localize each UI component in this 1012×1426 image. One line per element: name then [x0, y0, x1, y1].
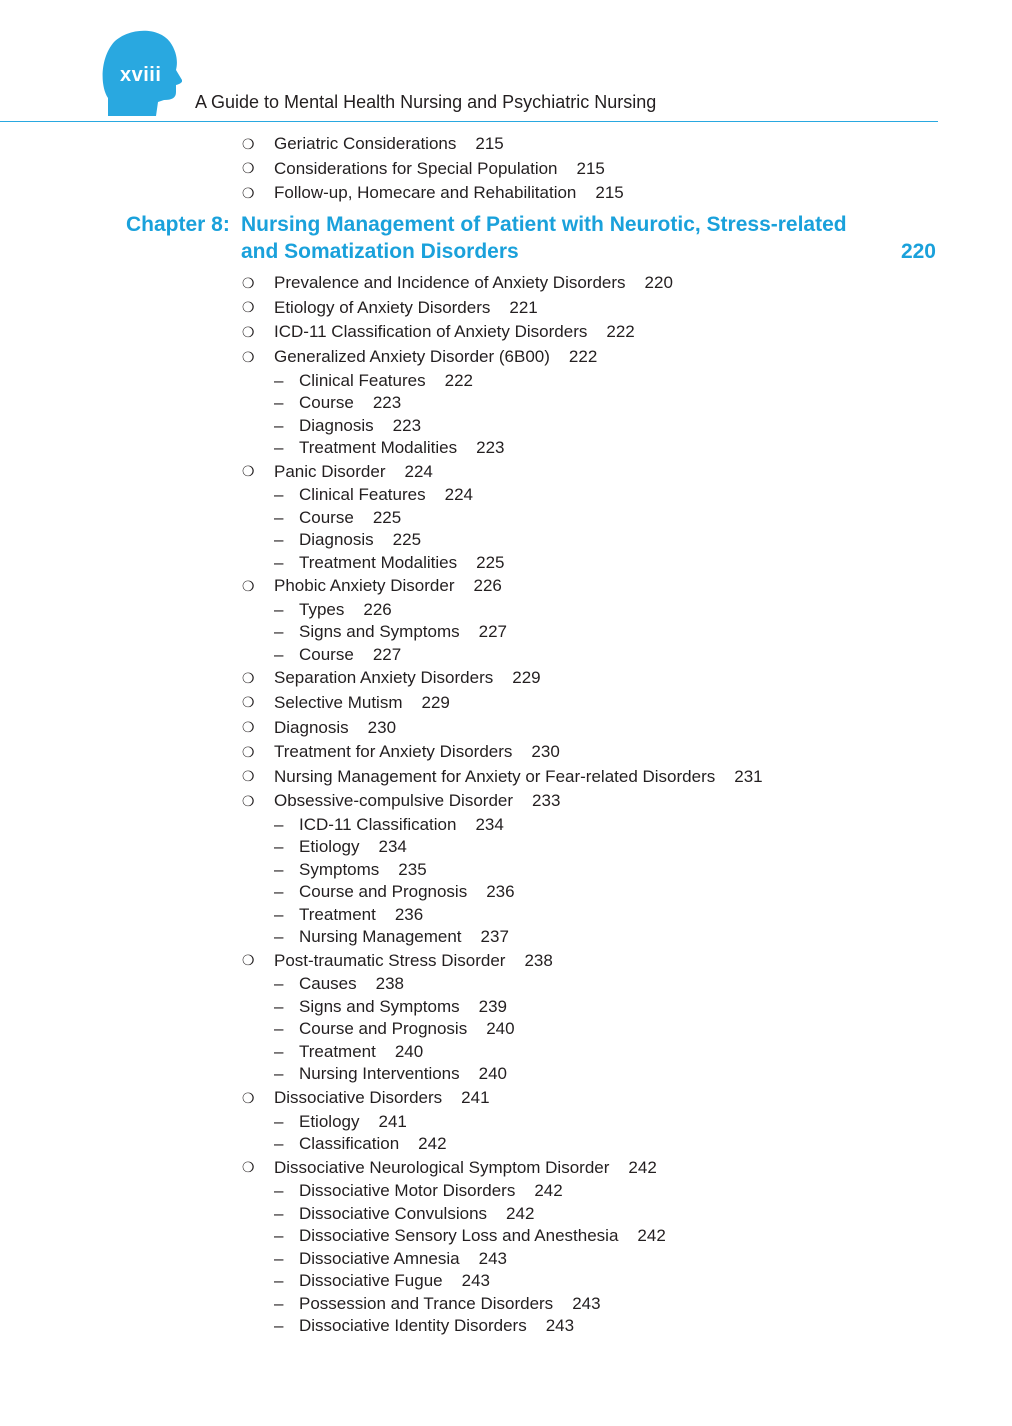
toc-subentry — [240, 1202, 763, 1225]
toc-subentry — [240, 1041, 763, 1064]
toc-subentry — [240, 506, 763, 529]
dash-bullet-icon: – — [274, 1271, 284, 1291]
circle-bullet-icon: ❍ — [242, 952, 255, 969]
toc-subentry — [240, 369, 763, 392]
dash-bullet-icon: – — [274, 1203, 284, 1223]
toc-entry-page: 233 — [532, 791, 561, 811]
toc-entry-title: Follow-up, Homecare and Rehabilitation — [274, 183, 577, 203]
toc-subentry — [240, 437, 763, 460]
dash-bullet-icon: – — [274, 1181, 284, 1201]
toc-entry-page: 222 — [606, 322, 635, 342]
toc-entry-title: Considerations for Special Population — [274, 158, 558, 178]
dash-bullet-icon: – — [274, 927, 284, 947]
toc-subentry-page: 227 — [478, 622, 508, 642]
chapter-title-line-1: Nursing Management of Patient with Neurotic, Stress-related — [241, 213, 847, 236]
chapter-page-number: 220 — [900, 240, 936, 263]
toc-entry-title: Phobic Anxiety Disorder — [274, 576, 455, 596]
circle-bullet-icon: ❍ — [242, 463, 255, 480]
dash-bullet-icon: – — [274, 507, 284, 527]
toc-entry-title: Obsessive-compulsive Disorder — [274, 791, 514, 811]
toc-entry-title: Generalized Anxiety Disorder (6B00) — [274, 347, 550, 367]
toc-entry — [240, 1086, 763, 1111]
toc-entry-title: Post-traumatic Stress Disorder — [274, 950, 506, 970]
chapter-8-entries — [240, 271, 763, 1337]
dash-bullet-icon: – — [274, 1134, 284, 1154]
toc-entry — [240, 157, 624, 182]
toc-subentry-page: 242 — [506, 1203, 535, 1223]
dash-bullet-icon: – — [274, 622, 284, 642]
dash-bullet-icon: – — [274, 393, 284, 413]
dash-bullet-icon: – — [274, 1064, 284, 1084]
toc-entry — [240, 459, 763, 484]
toc-entry-title: Dissociative Neurological Symptom Disorder — [274, 1157, 610, 1177]
toc-subentry-title: Types — [299, 599, 345, 619]
toc-entry — [240, 949, 763, 974]
toc-subentry — [240, 814, 763, 837]
toc-subentry-title: Diagnosis — [299, 530, 374, 550]
toc-subentry-title: Symptoms — [299, 859, 380, 879]
toc-subentry-page: 222 — [444, 370, 473, 390]
dash-bullet-icon: – — [274, 1111, 284, 1131]
circle-bullet-icon: ❍ — [242, 669, 255, 686]
toc-entry-title: Dissociative Disorders — [274, 1088, 443, 1108]
toc-entry-title: Panic Disorder — [274, 461, 386, 481]
toc-entry — [240, 132, 624, 157]
toc-subentry — [240, 881, 763, 904]
toc-subentry-page: 239 — [478, 996, 508, 1016]
dash-bullet-icon: – — [274, 644, 284, 664]
toc-entry-page: 229 — [421, 692, 450, 712]
toc-subentry-page: 240 — [394, 1041, 424, 1061]
toc-entry-page: 220 — [644, 273, 673, 293]
toc-subentry-title: Classification — [299, 1134, 400, 1154]
toc-subentry-title: Dissociative Convulsions — [299, 1203, 488, 1223]
toc-subentry — [240, 551, 763, 574]
toc-entry-title: Diagnosis — [274, 717, 349, 737]
toc-entry — [240, 1155, 763, 1180]
toc-subentry — [240, 1292, 763, 1315]
toc-subentry-title: Possession and Trance Disorders — [299, 1293, 554, 1313]
toc-subentry — [240, 599, 763, 622]
toc-subentry-page: 223 — [372, 393, 402, 413]
toc-entry — [240, 789, 763, 814]
toc-entry — [240, 574, 763, 599]
dash-bullet-icon: – — [274, 904, 284, 924]
circle-bullet-icon: ❍ — [242, 694, 255, 711]
toc-subentry-title: Clinical Features — [299, 370, 426, 390]
toc-subentry-page: 234 — [475, 814, 504, 834]
toc-subentry-page: 238 — [375, 974, 405, 994]
toc-entry — [240, 691, 763, 716]
toc-subentry — [240, 859, 763, 882]
toc-subentry-title: Clinical Features — [299, 485, 426, 505]
toc-subentry-title: Dissociative Amnesia — [299, 1248, 460, 1268]
dash-bullet-icon: – — [274, 837, 284, 857]
toc-subentry-title: Course and Prognosis — [299, 1019, 468, 1039]
toc-subentry-title: Causes — [299, 974, 357, 994]
circle-bullet-icon: ❍ — [242, 577, 255, 594]
dash-bullet-icon: – — [274, 1316, 284, 1336]
toc-entry-title: Selective Mutism — [274, 692, 403, 712]
toc-subentry — [240, 926, 763, 949]
toc-entry — [240, 715, 763, 740]
toc-subentry-page: 225 — [372, 507, 402, 527]
toc-subentry — [240, 621, 763, 644]
toc-entry-page: 241 — [461, 1088, 490, 1108]
circle-bullet-icon: ❍ — [242, 348, 255, 365]
toc-subentry-title: Signs and Symptoms — [299, 622, 460, 642]
toc-subentry-page: 240 — [478, 1064, 508, 1084]
chapter-title-line-2: and Somatization Disorders — [241, 240, 519, 263]
toc-subentry — [240, 1018, 763, 1041]
toc-entry-title: Treatment for Anxiety Disorders — [274, 742, 513, 762]
toc-subentry — [240, 484, 763, 507]
toc-subentry — [240, 1133, 763, 1156]
toc-entry-page: 238 — [524, 950, 553, 970]
toc-entry — [240, 181, 624, 206]
toc-subentry-title: Dissociative Motor Disorders — [299, 1181, 516, 1201]
toc-subentry-page: 236 — [486, 882, 515, 902]
toc-subentry-title: Treatment Modalities — [299, 552, 458, 572]
toc-subentry-page: 242 — [637, 1226, 666, 1246]
toc-entry-title: ICD-11 Classification of Anxiety Disorders — [274, 322, 588, 342]
circle-bullet-icon: ❍ — [242, 184, 255, 201]
header-divider — [0, 121, 938, 122]
toc-subentry-page: 226 — [363, 599, 392, 619]
toc-entry — [240, 740, 763, 765]
toc-subentry-title: Nursing Interventions — [299, 1064, 460, 1084]
toc-subentry-page: 237 — [480, 927, 509, 947]
toc-entry-title: Nursing Management for Anxiety or Fear-related Disorders — [274, 766, 716, 786]
toc-subentry — [240, 392, 763, 415]
toc-subentry-title: Dissociative Sensory Loss and Anesthesia — [299, 1226, 619, 1246]
toc-entry — [240, 666, 763, 691]
toc-entry-page: 215 — [475, 134, 504, 154]
dash-bullet-icon: – — [274, 530, 284, 550]
circle-bullet-icon: ❍ — [242, 135, 255, 152]
toc-subentry — [240, 1225, 763, 1248]
toc-subentry-page: 241 — [378, 1111, 407, 1131]
dash-bullet-icon: – — [274, 882, 284, 902]
toc-subentry — [240, 1180, 763, 1203]
toc-subentry-title: Diagnosis — [299, 415, 374, 435]
circle-bullet-icon: ❍ — [242, 743, 255, 760]
dash-bullet-icon: – — [274, 1226, 284, 1246]
dash-bullet-icon: – — [274, 1019, 284, 1039]
circle-bullet-icon: ❍ — [242, 792, 255, 809]
toc-subentry-title: Course — [299, 507, 354, 527]
toc-entry — [240, 320, 763, 345]
toc-entry-page: 242 — [628, 1157, 657, 1177]
toc-entry-page: 215 — [576, 158, 605, 178]
dash-bullet-icon: – — [274, 1041, 284, 1061]
toc-subentry — [240, 1247, 763, 1270]
circle-bullet-icon: ❍ — [242, 160, 255, 177]
toc-subentry-page: 225 — [476, 552, 505, 572]
toc-subentry — [240, 529, 763, 552]
dash-bullet-icon: – — [274, 974, 284, 994]
toc-subentry — [240, 644, 763, 667]
toc-subentry — [240, 996, 763, 1019]
toc-subentry-title: Dissociative Identity Disorders — [299, 1316, 527, 1336]
toc-entry-title: Separation Anxiety Disorders — [274, 668, 494, 688]
toc-subentry-page: 227 — [372, 644, 402, 664]
toc-subentry-page: 223 — [392, 415, 422, 435]
toc-subentry-page: 242 — [534, 1181, 563, 1201]
book-title: A Guide to Mental Health Nursing and Psychiatric Nursing — [195, 92, 657, 112]
toc-entry-title: Geriatric Considerations — [274, 134, 457, 154]
toc-subentry-page: 243 — [461, 1271, 490, 1291]
toc-subentry-title: Course — [299, 393, 354, 413]
dash-bullet-icon: – — [274, 599, 284, 619]
dash-bullet-icon: – — [274, 415, 284, 435]
toc-subentry-title: Signs and Symptoms — [299, 996, 460, 1016]
circle-bullet-icon: ❍ — [242, 274, 255, 291]
toc-subentry-page: 240 — [486, 1019, 515, 1039]
circle-bullet-icon: ❍ — [242, 1089, 255, 1106]
toc-subentry-page: 235 — [398, 859, 427, 879]
page-number: xviii — [120, 64, 162, 86]
toc-entry-title: Etiology of Anxiety Disorders — [274, 297, 491, 317]
dash-bullet-icon: – — [274, 859, 284, 879]
toc-subentry-page: 236 — [394, 904, 424, 924]
circle-bullet-icon: ❍ — [242, 768, 255, 785]
toc-subentry — [240, 1315, 763, 1338]
toc-entry — [240, 345, 763, 370]
toc-subentry — [240, 1270, 763, 1293]
circle-bullet-icon: ❍ — [242, 719, 255, 736]
circle-bullet-icon: ❍ — [242, 1159, 255, 1176]
toc-entry-title: Prevalence and Incidence of Anxiety Disorders — [274, 273, 626, 293]
toc-subentry-page: 243 — [572, 1293, 601, 1313]
toc-subentry-page: 224 — [444, 485, 473, 505]
toc-entry — [240, 271, 763, 296]
dash-bullet-icon: – — [274, 1248, 284, 1268]
toc-subentry-page: 225 — [392, 530, 422, 550]
toc-entry — [240, 764, 763, 789]
toc-subentry — [240, 836, 763, 859]
dash-bullet-icon: – — [274, 485, 284, 505]
toc-subentry — [240, 973, 763, 996]
toc-subentry-title: Course and Prognosis — [299, 882, 468, 902]
toc-entry-page: 230 — [531, 742, 560, 762]
toc-subentry — [240, 1063, 763, 1086]
toc-entry-page: 226 — [473, 576, 502, 596]
toc-subentry — [240, 904, 763, 927]
toc-subentry-page: 243 — [545, 1316, 575, 1336]
dash-bullet-icon: – — [274, 814, 284, 834]
toc-subentry-page: 234 — [378, 837, 407, 857]
dash-bullet-icon: – — [274, 370, 284, 390]
toc-subentry-title: ICD-11 Classification — [299, 814, 457, 834]
toc-entry — [240, 296, 763, 321]
chapter-label: Chapter 8: — [126, 213, 230, 236]
toc-subentry-title: Treatment — [299, 1041, 376, 1061]
toc-subentry-title: Etiology — [299, 1111, 360, 1131]
previous-chapter-entries — [240, 132, 624, 206]
toc-subentry-page: 242 — [418, 1134, 447, 1154]
toc-subentry-title: Treatment — [299, 904, 376, 924]
toc-entry-page: 215 — [595, 183, 624, 203]
toc-subentry-title: Dissociative Fugue — [299, 1271, 443, 1291]
toc-subentry-title: Etiology — [299, 837, 360, 857]
toc-entry-page: 229 — [512, 668, 541, 688]
dash-bullet-icon: – — [274, 1293, 284, 1313]
toc-entry-page: 222 — [568, 347, 598, 367]
toc-entry-page: 221 — [509, 297, 538, 317]
toc-entry-page: 230 — [367, 717, 397, 737]
dash-bullet-icon: – — [274, 438, 284, 458]
toc-entry-page: 231 — [734, 766, 763, 786]
toc-subentry — [240, 1110, 763, 1133]
dash-bullet-icon: – — [274, 996, 284, 1016]
circle-bullet-icon: ❍ — [242, 323, 255, 340]
toc-subentry-title: Nursing Management — [299, 927, 462, 947]
toc-subentry — [240, 414, 763, 437]
toc-subentry-title: Treatment Modalities — [299, 438, 458, 458]
toc-subentry-page: 223 — [476, 438, 505, 458]
dash-bullet-icon: – — [274, 552, 284, 572]
toc-entry-page: 224 — [404, 461, 433, 481]
toc-subentry-title: Course — [299, 644, 354, 664]
toc-subentry-page: 243 — [478, 1248, 507, 1268]
circle-bullet-icon: ❍ — [242, 299, 255, 316]
